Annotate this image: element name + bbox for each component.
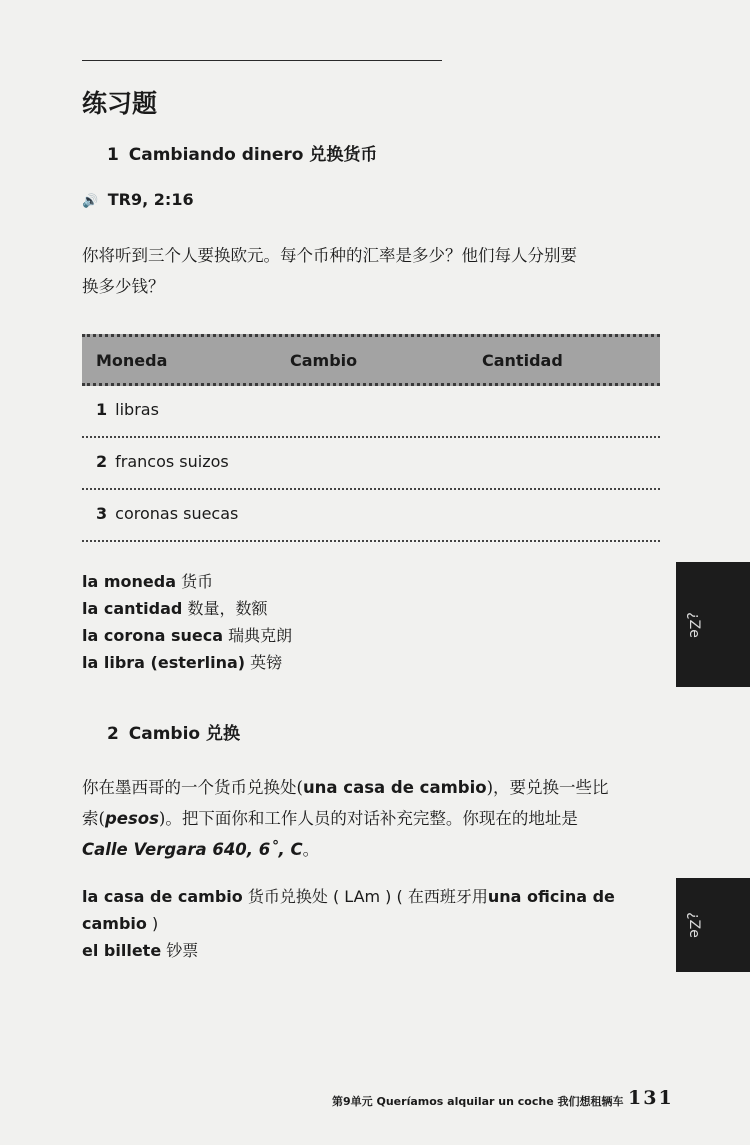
running-footer — [332, 1093, 624, 1109]
footer-title-cn: 我们想租辆车 — [557, 1095, 624, 1108]
vocab-item — [82, 883, 652, 910]
vocab-meaning: 钞票 — [166, 941, 199, 960]
exercise-2-heading: Cambio 兑换 — [128, 724, 241, 744]
table-row — [82, 438, 660, 490]
instruction-line-2: 换多少钱？ — [82, 277, 165, 296]
side-tab-label: ¿Ze — [686, 611, 702, 638]
top-rule — [82, 60, 442, 61]
exercise-2-instruction — [82, 772, 667, 865]
text: 索( — [82, 809, 105, 828]
row-number: 3 — [96, 504, 108, 523]
vocab-term: la corona sueca — [82, 626, 224, 645]
vocab-item — [82, 622, 652, 649]
exercise-2-title — [107, 719, 240, 744]
header-moneda: Moneda — [96, 351, 168, 370]
term: pesos — [104, 809, 159, 828]
text: 你在墨西哥的一个货币兑换处( — [82, 778, 303, 797]
footer-title: Queríamos alquilar un coche — [376, 1095, 554, 1108]
row-label: coronas suecas — [115, 504, 239, 523]
side-tab-1 — [676, 562, 750, 687]
exercise-1-number: 1 — [107, 145, 119, 165]
footer-unit: 第9单元 — [332, 1095, 373, 1108]
address: Calle Vergara 640, 6˚, C — [82, 840, 303, 859]
vocab-term: la cantidad — [82, 599, 183, 618]
vocab-item — [82, 595, 652, 622]
text: )，要兑换一些比 — [486, 778, 609, 797]
exercise-1-title — [107, 140, 377, 165]
section-title: 练习题 — [82, 89, 158, 118]
table-header — [82, 334, 660, 386]
term: una casa de cambio — [302, 778, 487, 797]
vocab-item — [82, 649, 652, 676]
vocab-item — [82, 568, 652, 595]
vocab-list-2 — [82, 883, 652, 964]
side-tab-label: ¿Ze — [686, 912, 702, 938]
exercise-1-instruction — [82, 240, 667, 302]
vocab-meaning: 数量，数额 — [187, 599, 268, 618]
vocab-meaning: 货币兑换处 ( LAm ) ( 在西班牙用 — [242, 887, 488, 906]
table-row — [82, 490, 660, 542]
vocab-term: la libra (esterlina) — [82, 653, 246, 672]
vocab-term: la casa de cambio — [82, 887, 243, 906]
currency-table — [82, 334, 660, 542]
row-label: libras — [115, 400, 159, 419]
exercise-1-heading: Cambiando dinero 兑换货币 — [128, 145, 378, 165]
vocab-list-1 — [82, 568, 652, 676]
row-number: 1 — [96, 400, 108, 419]
instruction-line-1: 你将听到三个人要换欧元。每个币种的汇率是多少？他们每人分别要 — [82, 246, 577, 265]
vocab-term: el billete — [82, 941, 162, 960]
header-cantidad: Cantidad — [482, 351, 563, 370]
vocab-item — [82, 937, 652, 964]
vocab-term: una oficina de — [487, 887, 615, 906]
speaker-icon: 🔊 — [82, 194, 99, 209]
vocab-meaning: ) — [146, 914, 159, 933]
vocab-term: la moneda — [82, 572, 177, 591]
exercise-2-number: 2 — [107, 724, 119, 744]
header-cambio: Cambio — [290, 351, 358, 370]
audio-track-label: TR9, 2:16 — [107, 190, 194, 209]
vocab-term: cambio — [82, 914, 147, 933]
side-tab-2 — [676, 878, 750, 972]
vocab-meaning: 瑞典克朗 — [228, 626, 293, 645]
vocab-meaning: 英镑 — [250, 653, 283, 672]
text: 。 — [302, 840, 320, 859]
page-number: 131 — [628, 1087, 674, 1109]
vocab-meaning: 货币 — [181, 572, 214, 591]
audio-track-ref — [82, 190, 194, 209]
vocab-item — [82, 910, 652, 937]
text: )。把下面你和工作人员的对话补充完整。你现在的地址是 — [158, 809, 578, 828]
row-label: francos suizos — [115, 452, 229, 471]
table-row — [82, 386, 660, 438]
row-number: 2 — [96, 452, 108, 471]
